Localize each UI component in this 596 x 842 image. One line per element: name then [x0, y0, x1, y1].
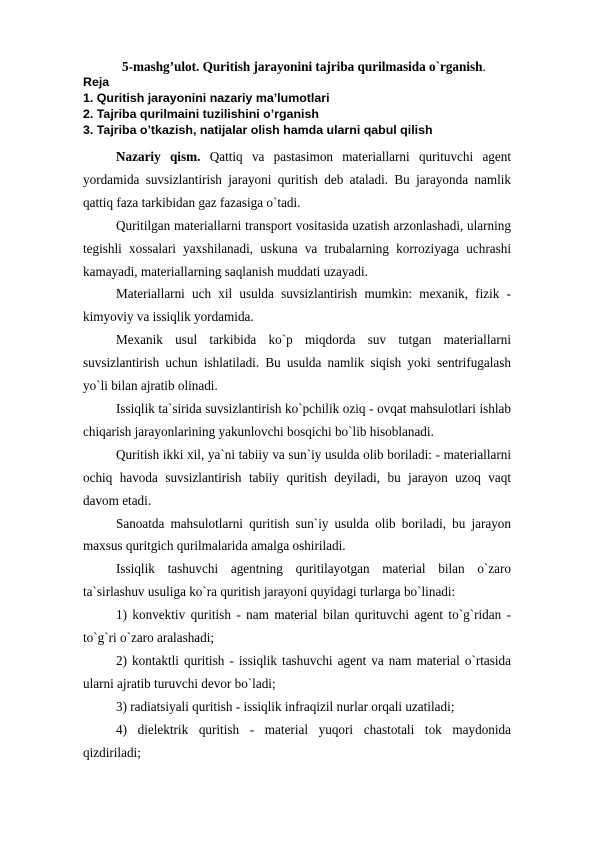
lesson-title-period: . — [482, 59, 486, 74]
lesson-number: 5-mashg’ulot. — [122, 59, 200, 74]
paragraph: Issiqlik tashuvchi agentning quritilayotgan material bilan o`zaro ta`sirlashuv usuliga ko`ra quritish jarayoni quyidagi turlarga bo`linadi: — [83, 561, 511, 600]
plan-section — [83, 74, 523, 138]
paragraph: Materiallarni uch xil usulda suvsizlantirish mumkin: mexanik, fizik - kimyoviy va issiqlik yordamida. — [83, 286, 511, 325]
list-item-drying-type: 1) konvektiv quritish - nam material bilan qurituvchi agent to`g`ridan - to`g`ri o`zaro aralashadi; — [83, 607, 511, 646]
paragraph: Issiqlik ta`sirida suvsizlantirish ko`pchilik oziq - ovqat mahsulotlari ishlab chiqarish jarayonlarining yakunlovchi bosqichi bo`lib hisoblanadi. — [83, 400, 511, 439]
list-item-drying-type: 2) kontaktli quritish - issiqlik tashuvchi agent va nam material o`rtasida ularni ajratib turuvchi devor bo`ladi; — [83, 652, 511, 691]
theory-text: Qattiq va pastasimon materiallarni qurituvchi agent yordamida suvsizlantirish jarayoni quritish deb ataladi. Bu jarayonda namlik qattiq faza tarkibidan gaz fazasiga o`tadi. — [83, 149, 512, 210]
paragraph: Quritilgan materiallarni transport vositasida uzatish arzonlashadi, ularning tegishli xossalari yaxshilanadi, uskuna va trubalarning korroziyaga uchrashi kamayadi, materiallarning saqlanish muddati uzayadi. — [83, 217, 511, 279]
list-item-drying-type: 3) radiatsiyali quritish - issiqlik infraqizil nurlar orqali uzatiladi; — [116, 698, 455, 714]
body-text — [83, 146, 511, 764]
plan-item: 3. Tajriba o’tkazish, natijalar olish hamda ularni qabul qilish — [83, 123, 433, 137]
theory-lead: Nazariy qism. — [116, 149, 201, 164]
lesson-topic: Quritish jarayonini tajriba qurilmasida o`rganish — [202, 59, 483, 74]
paragraph-theory — [83, 146, 511, 215]
paragraph: Mexanik usul tarkibida ko`p miqdorda suv tutgan materiallarni suvsizlantirish uchun ishlatiladi. Bu usulda namlik siqish yoki sentrifugalash yo`li bilan ajratib olinadi. — [83, 332, 511, 394]
plan-label: Reja — [83, 75, 110, 89]
paragraph: Sanoatda mahsulotlarni quritish sun`iy usulda olib boriladi, bu jarayon maxsus quritgich qurilmalarida amalga oshiriladi. — [83, 515, 511, 554]
paragraph: Quritish ikki xil, ya`ni tabiiy va sun`iy usulda olib boriladi: - materiallarni ochiq havoda suvsizlantirish tabiiy quritish deyiladi, bu jarayon uzoq vaqt davom etadi. — [83, 446, 511, 508]
lesson-title — [83, 58, 517, 75]
plan-item: 1. Quritish jarayonini nazariy ma’lumotlari — [83, 91, 330, 105]
plan-item: 2. Tajriba qurilmaini tuzilishini o’rganish — [83, 107, 319, 121]
list-item-drying-type: 4) dielektrik quritish - material yuqori chastotali tok maydonida qizdiriladi; — [83, 721, 511, 760]
